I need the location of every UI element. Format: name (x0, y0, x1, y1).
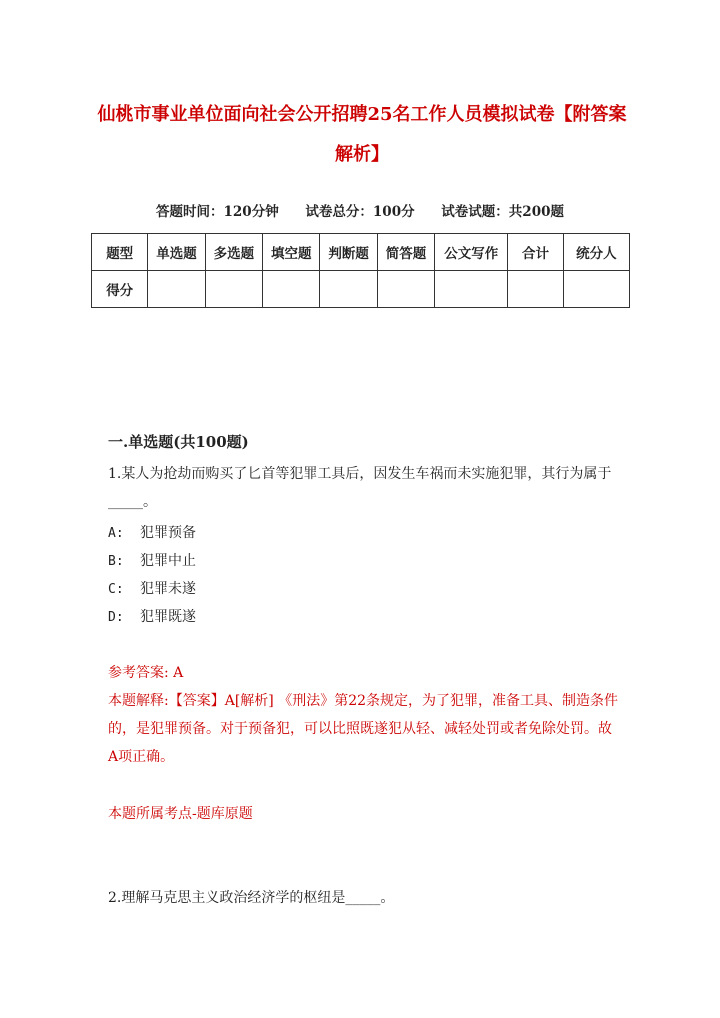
option-text: 犯罪预备 (140, 525, 196, 541)
score-table-score-row (92, 271, 630, 308)
header-cell: 判断题 (320, 234, 377, 271)
exam-question-count: 试卷试题：共200题 (441, 204, 564, 220)
header-cell: 题型 (92, 234, 148, 271)
answer-key: 参考答案: A (108, 665, 184, 681)
option-letter: A: (108, 526, 124, 541)
option-text: 犯罪未遂 (140, 581, 196, 597)
exam-total-score: 试卷总分：100分 (305, 204, 415, 220)
score-cell[interactable] (377, 271, 434, 308)
header-cell: 统分人 (563, 234, 629, 271)
option-letter: C: (108, 582, 124, 597)
option-a (108, 523, 196, 544)
header-cell: 简答题 (377, 234, 434, 271)
knowledge-point: 本题所属考点-题库原题 (108, 806, 253, 822)
question-2-stem: 2.理解马克思主义政治经济学的枢纽是_____。 (108, 890, 395, 906)
exam-time: 答题时间：120分钟 (156, 204, 279, 220)
section-heading: 一.单选题(共100题) (108, 433, 249, 451)
option-c (108, 579, 196, 600)
answer-explanation: 本题解释:【答案】A[解析] 《刑法》第22条规定，为了犯罪，准备工具、制造条件的，是犯罪预备。对于预备犯，可以比照既遂犯从轻、减轻处罚或者免除处罚。故A项正确。 (108, 693, 619, 765)
header-cell: 多选题 (205, 234, 262, 271)
score-cell[interactable] (563, 271, 629, 308)
score-cell[interactable] (205, 271, 262, 308)
score-cell[interactable] (435, 271, 508, 308)
score-table-header-row (92, 234, 630, 271)
header-cell: 公文写作 (435, 234, 508, 271)
option-letter: B: (108, 554, 124, 569)
score-cell[interactable] (508, 271, 563, 308)
header-cell: 单选题 (148, 234, 205, 271)
option-letter: D: (108, 610, 124, 625)
header-cell: 合计 (508, 234, 563, 271)
score-row-label: 得分 (92, 271, 148, 308)
score-cell[interactable] (263, 271, 320, 308)
header-cell: 填空题 (263, 234, 320, 271)
option-d (108, 607, 196, 628)
option-b (108, 551, 196, 572)
score-cell[interactable] (148, 271, 205, 308)
exam-info (0, 200, 720, 220)
option-text: 犯罪中止 (140, 553, 196, 569)
score-table (91, 233, 630, 308)
score-cell[interactable] (320, 271, 377, 308)
option-text: 犯罪既遂 (140, 609, 196, 625)
document-title: 仙桃市事业单位面向社会公开招聘25名工作人员模拟试卷【附答案解析】 (97, 104, 627, 165)
question-1-stem: 1.某人为抢劫而购买了匕首等犯罪工具后，因发生车祸而未实施犯罪，其行为属于_____。 (108, 466, 612, 510)
